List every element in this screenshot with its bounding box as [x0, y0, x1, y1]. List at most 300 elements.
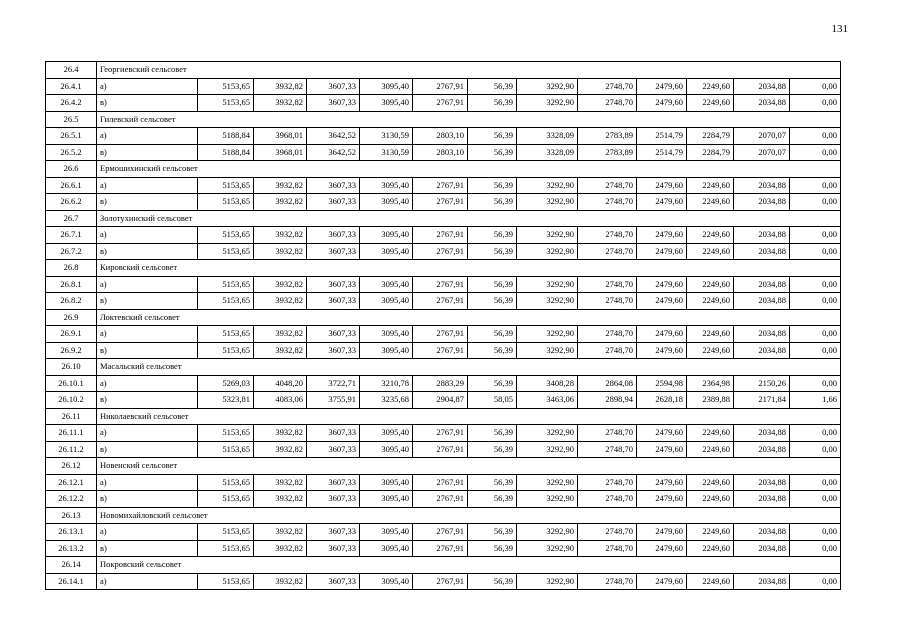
value-cell: 2748,70 — [578, 194, 637, 211]
value-cell: 2514,79 — [637, 128, 687, 145]
value-cell: 3095,40 — [360, 425, 413, 442]
row-label: а) — [97, 524, 198, 541]
row-label: в) — [97, 293, 198, 310]
value-cell: 2284,79 — [687, 144, 734, 161]
section-filler — [254, 111, 841, 128]
value-cell: 3932,82 — [254, 95, 307, 112]
value-cell: 3292,90 — [517, 326, 578, 343]
value-cell: 2249,60 — [687, 243, 734, 260]
value-cell: 2070,07 — [734, 144, 790, 161]
value-cell: 2249,60 — [687, 194, 734, 211]
value-cell: 5153,65 — [198, 540, 254, 557]
section-filler — [254, 458, 841, 475]
value-cell: 3292,90 — [517, 194, 578, 211]
value-cell: 2748,70 — [578, 474, 637, 491]
value-cell: 2249,60 — [687, 425, 734, 442]
value-cell: 2034,88 — [734, 276, 790, 293]
value-cell: 2479,60 — [637, 326, 687, 343]
section-row — [46, 260, 841, 277]
value-cell: 2249,60 — [687, 491, 734, 508]
value-cell: 2748,70 — [578, 227, 637, 244]
row-code: 26.8.2 — [46, 293, 97, 310]
section-row — [46, 507, 841, 524]
value-cell: 58,05 — [468, 392, 517, 409]
value-cell: 2783,89 — [578, 144, 637, 161]
section-row — [46, 210, 841, 227]
value-cell: 4048,20 — [254, 375, 307, 392]
value-cell: 2034,88 — [734, 425, 790, 442]
value-cell: 3095,40 — [360, 276, 413, 293]
value-cell: 2034,88 — [734, 540, 790, 557]
value-cell: 5153,65 — [198, 194, 254, 211]
value-cell: 3095,40 — [360, 194, 413, 211]
value-cell: 5153,65 — [198, 491, 254, 508]
value-cell: 2748,70 — [578, 177, 637, 194]
value-cell: 56,39 — [468, 540, 517, 557]
row-label: в) — [97, 194, 198, 211]
value-cell: 3292,90 — [517, 276, 578, 293]
value-cell: 3235,68 — [360, 392, 413, 409]
value-cell: 2284,79 — [687, 128, 734, 145]
value-cell: 3292,90 — [517, 227, 578, 244]
section-name: Ермошихинский сельсовет — [97, 161, 254, 178]
value-cell: 5153,65 — [198, 293, 254, 310]
value-cell: 0,00 — [790, 342, 841, 359]
value-cell: 5153,65 — [198, 524, 254, 541]
value-cell: 2249,60 — [687, 474, 734, 491]
value-cell: 3292,90 — [517, 342, 578, 359]
value-cell: 0,00 — [790, 78, 841, 95]
section-row — [46, 62, 841, 79]
value-cell: 3607,33 — [307, 293, 360, 310]
value-cell: 3932,82 — [254, 491, 307, 508]
row-label: а) — [97, 474, 198, 491]
value-cell: 3755,91 — [307, 392, 360, 409]
table-row — [46, 441, 841, 458]
section-code: 26.8 — [46, 260, 97, 277]
value-cell: 56,39 — [468, 177, 517, 194]
value-cell: 3932,82 — [254, 177, 307, 194]
value-cell: 2034,88 — [734, 441, 790, 458]
value-cell: 0,00 — [790, 144, 841, 161]
value-cell: 3607,33 — [307, 194, 360, 211]
value-cell: 2748,70 — [578, 425, 637, 442]
value-cell: 2767,91 — [413, 441, 468, 458]
value-cell: 2748,70 — [578, 342, 637, 359]
section-filler — [254, 309, 841, 326]
section-name: Кировский сельсовет — [97, 260, 254, 277]
value-cell: 2748,70 — [578, 540, 637, 557]
table-row — [46, 128, 841, 145]
value-cell: 56,39 — [468, 144, 517, 161]
value-cell: 3095,40 — [360, 491, 413, 508]
value-cell: 2171,84 — [734, 392, 790, 409]
value-cell: 0,00 — [790, 491, 841, 508]
row-code: 26.13.2 — [46, 540, 97, 557]
section-filler — [254, 359, 841, 376]
section-row — [46, 359, 841, 376]
value-cell: 2767,91 — [413, 573, 468, 590]
value-cell: 3932,82 — [254, 524, 307, 541]
value-cell: 2864,08 — [578, 375, 637, 392]
row-label: а) — [97, 177, 198, 194]
row-code: 26.4.1 — [46, 78, 97, 95]
value-cell: 0,00 — [790, 276, 841, 293]
value-cell: 3292,90 — [517, 177, 578, 194]
value-cell: 2479,60 — [637, 441, 687, 458]
value-cell: 3292,90 — [517, 78, 578, 95]
value-cell: 2594,98 — [637, 375, 687, 392]
value-cell: 0,00 — [790, 128, 841, 145]
table-row — [46, 342, 841, 359]
row-label: а) — [97, 375, 198, 392]
value-cell: 2479,60 — [637, 425, 687, 442]
row-label: в) — [97, 342, 198, 359]
value-cell: 2070,07 — [734, 128, 790, 145]
value-cell: 3095,40 — [360, 227, 413, 244]
value-cell: 3607,33 — [307, 243, 360, 260]
value-cell: 56,39 — [468, 573, 517, 590]
value-cell: 2767,91 — [413, 540, 468, 557]
section-filler — [254, 62, 841, 79]
value-cell: 2767,91 — [413, 326, 468, 343]
value-cell: 3607,33 — [307, 227, 360, 244]
value-cell: 2767,91 — [413, 243, 468, 260]
table-row — [46, 293, 841, 310]
value-cell: 3932,82 — [254, 194, 307, 211]
value-cell: 3292,90 — [517, 573, 578, 590]
section-code: 26.11 — [46, 408, 97, 425]
value-cell: 2748,70 — [578, 78, 637, 95]
value-cell: 3607,33 — [307, 326, 360, 343]
table-row — [46, 375, 841, 392]
value-cell: 2904,87 — [413, 392, 468, 409]
value-cell: 5153,65 — [198, 95, 254, 112]
value-cell: 3607,33 — [307, 491, 360, 508]
row-code: 26.13.1 — [46, 524, 97, 541]
section-row — [46, 458, 841, 475]
value-cell: 2479,60 — [637, 227, 687, 244]
value-cell: 3932,82 — [254, 276, 307, 293]
value-cell: 3642,52 — [307, 128, 360, 145]
value-cell: 2249,60 — [687, 326, 734, 343]
section-name: Гилевский сельсовет — [97, 111, 254, 128]
value-cell: 3932,82 — [254, 540, 307, 557]
value-cell: 3932,82 — [254, 227, 307, 244]
section-filler — [254, 507, 841, 524]
value-cell: 3932,82 — [254, 474, 307, 491]
value-cell: 3095,40 — [360, 177, 413, 194]
table-row — [46, 276, 841, 293]
value-cell: 3095,40 — [360, 243, 413, 260]
table-row — [46, 243, 841, 260]
section-name: Новенский сельсовет — [97, 458, 254, 475]
row-code: 26.5.2 — [46, 144, 97, 161]
value-cell: 3932,82 — [254, 293, 307, 310]
value-cell: 3095,40 — [360, 573, 413, 590]
value-cell: 3292,90 — [517, 441, 578, 458]
value-cell: 3095,40 — [360, 95, 413, 112]
section-row — [46, 309, 841, 326]
value-cell: 0,00 — [790, 573, 841, 590]
value-cell: 56,39 — [468, 441, 517, 458]
value-cell: 5153,65 — [198, 474, 254, 491]
value-cell: 2249,60 — [687, 540, 734, 557]
value-cell: 3095,40 — [360, 326, 413, 343]
value-cell: 2249,60 — [687, 95, 734, 112]
row-label: в) — [97, 392, 198, 409]
row-label: в) — [97, 491, 198, 508]
value-cell: 2479,60 — [637, 293, 687, 310]
table-row — [46, 392, 841, 409]
section-row — [46, 408, 841, 425]
value-cell: 2479,60 — [637, 194, 687, 211]
value-cell: 56,39 — [468, 95, 517, 112]
value-cell: 56,39 — [468, 293, 517, 310]
section-row — [46, 161, 841, 178]
table-row — [46, 524, 841, 541]
value-cell: 2249,60 — [687, 573, 734, 590]
value-cell: 0,00 — [790, 243, 841, 260]
value-cell: 2034,88 — [734, 524, 790, 541]
row-label: в) — [97, 243, 198, 260]
row-code: 26.12.2 — [46, 491, 97, 508]
table-row — [46, 326, 841, 343]
row-code: 26.9.2 — [46, 342, 97, 359]
value-cell: 0,00 — [790, 293, 841, 310]
value-cell: 5188,84 — [198, 144, 254, 161]
value-cell: 56,39 — [468, 227, 517, 244]
value-cell: 5323,81 — [198, 392, 254, 409]
row-label: в) — [97, 540, 198, 557]
section-name: Новомихайловский сельсовет — [97, 507, 254, 524]
row-label: а) — [97, 78, 198, 95]
value-cell: 56,39 — [468, 78, 517, 95]
value-cell: 2748,70 — [578, 276, 637, 293]
row-code: 26.10.2 — [46, 392, 97, 409]
value-cell: 3095,40 — [360, 441, 413, 458]
value-cell: 2628,18 — [637, 392, 687, 409]
value-cell: 2479,60 — [637, 573, 687, 590]
value-cell: 2748,70 — [578, 293, 637, 310]
row-code: 26.6.2 — [46, 194, 97, 211]
section-row — [46, 557, 841, 574]
value-cell: 3607,33 — [307, 540, 360, 557]
value-cell: 5153,65 — [198, 326, 254, 343]
value-cell: 2783,89 — [578, 128, 637, 145]
value-cell: 3607,33 — [307, 95, 360, 112]
value-cell: 2803,10 — [413, 128, 468, 145]
section-filler — [254, 161, 841, 178]
value-cell: 56,39 — [468, 375, 517, 392]
value-cell: 2898,94 — [578, 392, 637, 409]
value-cell: 0,00 — [790, 375, 841, 392]
value-cell: 5153,65 — [198, 243, 254, 260]
value-cell: 3328,09 — [517, 144, 578, 161]
value-cell: 56,39 — [468, 326, 517, 343]
value-cell: 56,39 — [468, 524, 517, 541]
row-code: 26.6.1 — [46, 177, 97, 194]
value-cell: 2034,88 — [734, 342, 790, 359]
value-cell: 2748,70 — [578, 573, 637, 590]
section-name: Покровский сельсовет — [97, 557, 254, 574]
value-cell: 2803,10 — [413, 144, 468, 161]
value-cell: 2767,91 — [413, 474, 468, 491]
value-cell: 0,00 — [790, 425, 841, 442]
section-name: Локтевский сельсовет — [97, 309, 254, 326]
value-cell: 3607,33 — [307, 425, 360, 442]
value-cell: 3292,90 — [517, 293, 578, 310]
value-cell: 3292,90 — [517, 540, 578, 557]
value-cell: 2479,60 — [637, 78, 687, 95]
row-code: 26.12.1 — [46, 474, 97, 491]
value-cell: 5153,65 — [198, 441, 254, 458]
value-cell: 3130,59 — [360, 144, 413, 161]
row-label: а) — [97, 573, 198, 590]
value-cell: 2883,29 — [413, 375, 468, 392]
section-code: 26.13 — [46, 507, 97, 524]
section-filler — [254, 210, 841, 227]
value-cell: 3408,28 — [517, 375, 578, 392]
value-cell: 3292,90 — [517, 474, 578, 491]
value-cell: 2034,88 — [734, 491, 790, 508]
value-cell: 3607,33 — [307, 342, 360, 359]
row-label: а) — [97, 425, 198, 442]
value-cell: 0,00 — [790, 326, 841, 343]
value-cell: 2249,60 — [687, 441, 734, 458]
value-cell: 5188,84 — [198, 128, 254, 145]
section-code: 26.10 — [46, 359, 97, 376]
value-cell: 3292,90 — [517, 491, 578, 508]
value-cell: 2767,91 — [413, 177, 468, 194]
value-cell: 3095,40 — [360, 524, 413, 541]
value-cell: 2479,60 — [637, 524, 687, 541]
section-name: Николаевский сельсовет — [97, 408, 254, 425]
value-cell: 2514,79 — [637, 144, 687, 161]
row-code: 26.14.1 — [46, 573, 97, 590]
value-cell: 3607,33 — [307, 177, 360, 194]
row-label: а) — [97, 276, 198, 293]
value-cell: 2479,60 — [637, 177, 687, 194]
value-cell: 2767,91 — [413, 491, 468, 508]
section-row — [46, 111, 841, 128]
value-cell: 2748,70 — [578, 243, 637, 260]
row-label: в) — [97, 144, 198, 161]
row-code: 26.7.1 — [46, 227, 97, 244]
value-cell: 5153,65 — [198, 573, 254, 590]
value-cell: 5153,65 — [198, 177, 254, 194]
value-cell: 3968,01 — [254, 144, 307, 161]
section-code: 26.12 — [46, 458, 97, 475]
value-cell: 2767,91 — [413, 425, 468, 442]
value-cell: 3095,40 — [360, 540, 413, 557]
value-cell: 2034,88 — [734, 293, 790, 310]
row-label: а) — [97, 227, 198, 244]
section-code: 26.4 — [46, 62, 97, 79]
row-label: а) — [97, 128, 198, 145]
value-cell: 3607,33 — [307, 441, 360, 458]
section-name: Масальский сельсовет — [97, 359, 254, 376]
value-cell: 56,39 — [468, 342, 517, 359]
value-cell: 5153,65 — [198, 425, 254, 442]
value-cell: 2767,91 — [413, 95, 468, 112]
value-cell: 3932,82 — [254, 342, 307, 359]
value-cell: 3968,01 — [254, 128, 307, 145]
value-cell: 2748,70 — [578, 95, 637, 112]
section-name: Золотухинский сельсовет — [97, 210, 254, 227]
value-cell: 2034,88 — [734, 78, 790, 95]
value-cell: 5153,65 — [198, 342, 254, 359]
value-cell: 2748,70 — [578, 441, 637, 458]
table-row — [46, 474, 841, 491]
value-cell: 2479,60 — [637, 474, 687, 491]
value-cell: 3932,82 — [254, 78, 307, 95]
value-cell: 3328,09 — [517, 128, 578, 145]
value-cell: 1,66 — [790, 392, 841, 409]
value-cell: 0,00 — [790, 177, 841, 194]
value-cell: 0,00 — [790, 95, 841, 112]
value-cell: 2034,88 — [734, 194, 790, 211]
value-cell: 3607,33 — [307, 524, 360, 541]
value-cell: 3722,71 — [307, 375, 360, 392]
table-row — [46, 491, 841, 508]
value-cell: 56,39 — [468, 491, 517, 508]
value-cell: 0,00 — [790, 524, 841, 541]
value-cell: 2249,60 — [687, 524, 734, 541]
value-cell: 4083,06 — [254, 392, 307, 409]
value-cell: 2034,88 — [734, 573, 790, 590]
value-cell: 0,00 — [790, 540, 841, 557]
value-cell: 2389,88 — [687, 392, 734, 409]
value-cell: 3095,40 — [360, 342, 413, 359]
value-cell: 2748,70 — [578, 524, 637, 541]
value-cell: 56,39 — [468, 474, 517, 491]
table-row — [46, 540, 841, 557]
table-row — [46, 425, 841, 442]
value-cell: 56,39 — [468, 425, 517, 442]
value-cell: 56,39 — [468, 194, 517, 211]
tariff-table — [45, 61, 841, 590]
value-cell: 2249,60 — [687, 177, 734, 194]
section-filler — [254, 408, 841, 425]
table-row — [46, 194, 841, 211]
row-code: 26.8.1 — [46, 276, 97, 293]
value-cell: 5269,03 — [198, 375, 254, 392]
value-cell: 2479,60 — [637, 540, 687, 557]
value-cell: 3932,82 — [254, 326, 307, 343]
page-number: 131 — [831, 23, 848, 35]
value-cell: 2767,91 — [413, 293, 468, 310]
table-row — [46, 573, 841, 590]
section-code: 26.9 — [46, 309, 97, 326]
value-cell: 2364,98 — [687, 375, 734, 392]
section-filler — [254, 260, 841, 277]
value-cell: 2767,91 — [413, 194, 468, 211]
row-code: 26.7.2 — [46, 243, 97, 260]
value-cell: 2479,60 — [637, 342, 687, 359]
value-cell: 56,39 — [468, 128, 517, 145]
row-code: 26.5.1 — [46, 128, 97, 145]
value-cell: 3607,33 — [307, 78, 360, 95]
section-code: 26.5 — [46, 111, 97, 128]
value-cell: 2034,88 — [734, 95, 790, 112]
value-cell: 3210,78 — [360, 375, 413, 392]
value-cell: 2767,91 — [413, 276, 468, 293]
value-cell: 0,00 — [790, 474, 841, 491]
value-cell: 3642,52 — [307, 144, 360, 161]
value-cell: 2479,60 — [637, 243, 687, 260]
value-cell: 2249,60 — [687, 78, 734, 95]
